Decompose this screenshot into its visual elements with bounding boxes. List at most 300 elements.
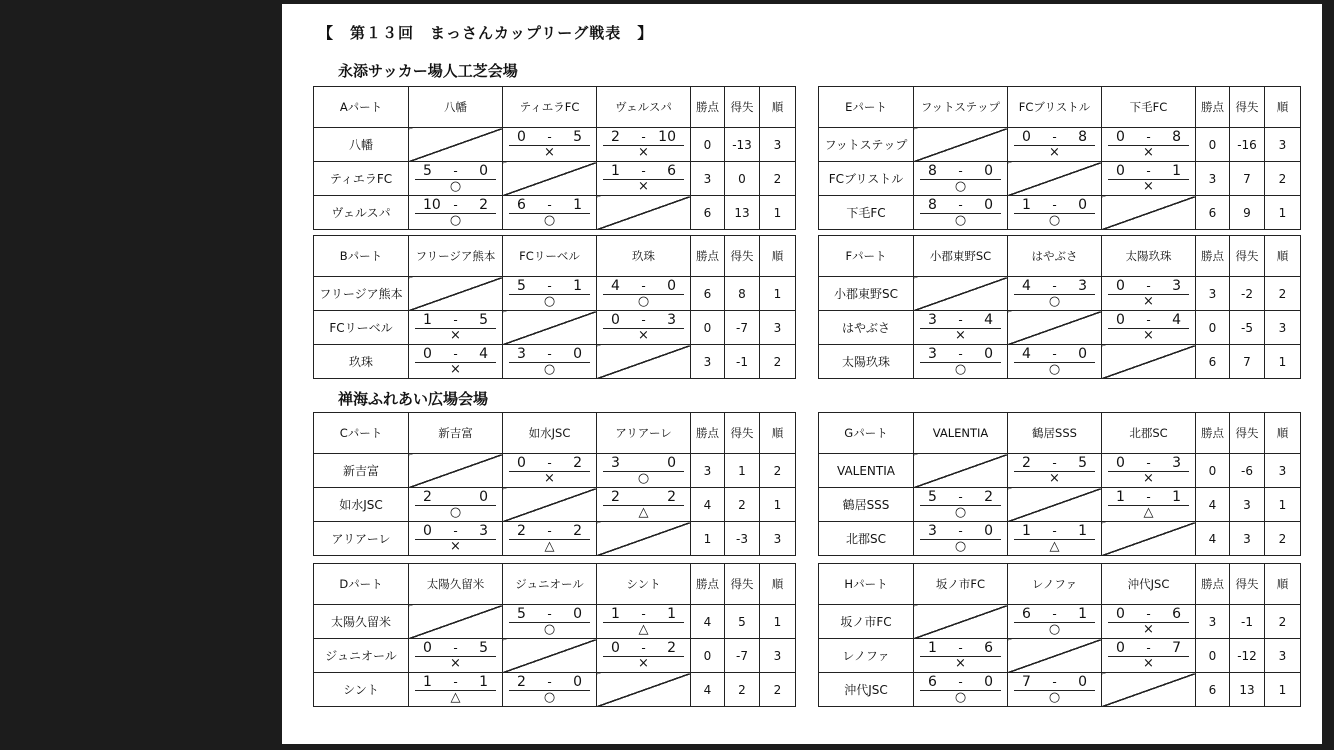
score-dash: -: [547, 524, 552, 538]
match-result-cell: [597, 488, 691, 522]
result-mark-icon: ×: [638, 656, 649, 671]
match-result-cell: [597, 311, 691, 345]
score-away: 0: [984, 523, 993, 539]
venue-heading-2: 禅海ふれあい広場会場: [338, 390, 489, 408]
part-label: Fパート: [819, 236, 914, 277]
score-line: [920, 641, 1001, 657]
score-home: 0: [423, 523, 432, 539]
score-away: 5: [573, 129, 582, 145]
team-column-header: フットステップ: [914, 87, 1008, 128]
score-away: 0: [984, 197, 993, 213]
self-match-cell: [1008, 311, 1102, 345]
score-home: 3: [928, 346, 937, 362]
score-line: [603, 279, 684, 295]
score-home: 1: [423, 674, 432, 690]
result-mark-icon: ○: [954, 539, 967, 554]
rank-value: 2: [760, 673, 796, 707]
score-away: 2: [667, 640, 676, 656]
self-match-cell: [914, 454, 1008, 488]
score-line: [509, 198, 590, 214]
score-line: [920, 198, 1001, 214]
diff-value: 7: [1230, 345, 1265, 379]
diff-header: 得失: [725, 236, 760, 277]
points-header: 勝点: [691, 87, 725, 128]
match-result-cell: [597, 605, 691, 639]
diff-header: 得失: [725, 564, 760, 605]
score-home: 5: [517, 606, 526, 622]
team-column-header: VALENTIA: [914, 413, 1008, 454]
team-column-header: 下毛FC: [1102, 87, 1196, 128]
diff-value: 7: [1230, 162, 1265, 196]
rank-value: 3: [1265, 639, 1301, 673]
diff-value: 8: [725, 277, 760, 311]
points-value: 1: [691, 522, 725, 556]
score-away: 6: [1172, 606, 1181, 622]
score-away: 3: [667, 312, 676, 328]
row-team-name: アリアーレ: [314, 522, 409, 556]
row-team-name: シント: [314, 673, 409, 707]
diff-value: -7: [725, 639, 760, 673]
result-mark-icon: ○: [543, 294, 556, 309]
result-mark-icon: ×: [955, 328, 966, 343]
rank-value: 1: [760, 196, 796, 230]
score-dash: -: [958, 675, 963, 689]
diff-value: 2: [725, 673, 760, 707]
row-team-name: 八幡: [314, 128, 409, 162]
table-row: [314, 311, 796, 345]
score-away: 2: [479, 197, 488, 213]
score-away: 2: [573, 523, 582, 539]
result-mark-icon: ○: [954, 362, 967, 377]
row-team-name: はやぶさ: [819, 311, 914, 345]
score-away: 5: [1078, 455, 1087, 471]
venue-heading-1: 永添サッカー場人工芝会場: [338, 62, 518, 80]
rank-value: 3: [1265, 454, 1301, 488]
match-result-cell: [1008, 277, 1102, 311]
score-away: 5: [479, 312, 488, 328]
score-line: [415, 641, 496, 657]
team-column-header: ティエラFC: [503, 87, 597, 128]
points-value: 6: [1196, 196, 1230, 230]
table-row: [314, 605, 796, 639]
rank-value: 2: [1265, 522, 1301, 556]
row-team-name: ジュニオール: [314, 639, 409, 673]
points-header: 勝点: [1196, 87, 1230, 128]
table-row: [819, 488, 1301, 522]
score-away: 8: [1172, 129, 1181, 145]
score-away: 1: [1172, 489, 1181, 505]
match-result-cell: [1008, 522, 1102, 556]
rank-value: 3: [1265, 128, 1301, 162]
score-dash: -: [1052, 130, 1057, 144]
score-home: 1: [1022, 197, 1031, 213]
table-header-row: [819, 564, 1301, 605]
rank-value: 3: [760, 639, 796, 673]
table-row: [314, 639, 796, 673]
score-home: 0: [1116, 278, 1125, 294]
score-line: [415, 675, 496, 691]
team-column-header: 沖代JSC: [1102, 564, 1196, 605]
points-value: 3: [691, 345, 725, 379]
points-value: 4: [1196, 488, 1230, 522]
score-line: [1014, 456, 1095, 472]
row-team-name: フリージア熊本: [314, 277, 409, 311]
table-row: [819, 454, 1301, 488]
points-value: 3: [691, 454, 725, 488]
score-home: 2: [517, 523, 526, 539]
diff-header: 得失: [1230, 564, 1265, 605]
points-value: 0: [1196, 128, 1230, 162]
league-table: [818, 235, 1301, 379]
score-home: 4: [1022, 346, 1031, 362]
result-mark-icon: △: [1049, 539, 1060, 554]
score-home: 2: [423, 489, 432, 505]
score-home: 10: [423, 197, 441, 213]
result-mark-icon: △: [638, 622, 649, 637]
score-home: 2: [611, 489, 620, 505]
self-match-cell: [597, 673, 691, 707]
result-mark-icon: ×: [1143, 471, 1154, 486]
points-value: 6: [1196, 673, 1230, 707]
score-away: 0: [984, 163, 993, 179]
team-column-header: シント: [597, 564, 691, 605]
score-away: 6: [667, 163, 676, 179]
score-dash: -: [453, 524, 458, 538]
score-dash: -: [958, 313, 963, 327]
match-result-cell: [1008, 345, 1102, 379]
score-line: [509, 347, 590, 363]
score-home: 0: [423, 640, 432, 656]
match-result-cell: [597, 639, 691, 673]
self-match-cell: [409, 454, 503, 488]
points-header: 勝点: [691, 236, 725, 277]
result-mark-icon: ×: [1143, 179, 1154, 194]
match-result-cell: [914, 196, 1008, 230]
score-line: [1014, 347, 1095, 363]
rank-value: 2: [1265, 277, 1301, 311]
rank-value: 1: [760, 277, 796, 311]
diff-value: 2: [725, 488, 760, 522]
self-match-cell: [914, 277, 1008, 311]
score-home: 0: [1116, 455, 1125, 471]
row-team-name: 下毛FC: [819, 196, 914, 230]
match-result-cell: [914, 639, 1008, 673]
result-mark-icon: ○: [1048, 690, 1061, 705]
diff-value: 0: [725, 162, 760, 196]
points-value: 4: [691, 488, 725, 522]
diff-header: 得失: [1230, 413, 1265, 454]
rank-header: 順: [1265, 413, 1301, 454]
score-away: 0: [984, 674, 993, 690]
table-header-row: [314, 236, 796, 277]
score-home: 0: [423, 346, 432, 362]
diff-value: 3: [1230, 488, 1265, 522]
score-line: [415, 524, 496, 540]
score-line: [509, 456, 590, 472]
part-label: Eパート: [819, 87, 914, 128]
rank-header: 順: [1265, 87, 1301, 128]
league-table: [313, 86, 796, 230]
self-match-cell: [503, 639, 597, 673]
rank-value: 1: [760, 605, 796, 639]
diff-value: 9: [1230, 196, 1265, 230]
score-line: [1014, 607, 1095, 623]
result-mark-icon: ×: [955, 656, 966, 671]
match-result-cell: [409, 162, 503, 196]
match-result-cell: [914, 673, 1008, 707]
result-mark-icon: ×: [450, 362, 461, 377]
league-table: [313, 563, 796, 707]
points-value: 6: [691, 196, 725, 230]
score-line: [1014, 675, 1095, 691]
table-row: [819, 311, 1301, 345]
rank-header: 順: [760, 87, 796, 128]
score-away: 0: [1078, 346, 1087, 362]
diff-header: 得失: [1230, 87, 1265, 128]
score-line: [1108, 607, 1189, 623]
score-home: 0: [517, 455, 526, 471]
self-match-cell: [597, 522, 691, 556]
match-result-cell: [409, 488, 503, 522]
points-header: 勝点: [1196, 564, 1230, 605]
table-header-row: [819, 413, 1301, 454]
rank-value: 1: [1265, 488, 1301, 522]
points-value: 3: [691, 162, 725, 196]
team-column-header: 太陽玖珠: [1102, 236, 1196, 277]
score-home: 5: [517, 278, 526, 294]
score-dash: -: [1146, 279, 1151, 293]
diff-value: -6: [1230, 454, 1265, 488]
match-result-cell: [503, 605, 597, 639]
score-away: 3: [1172, 455, 1181, 471]
diff-value: -1: [1230, 605, 1265, 639]
score-home: 5: [423, 163, 432, 179]
score-home: 6: [517, 197, 526, 213]
match-result-cell: [503, 454, 597, 488]
self-match-cell: [1102, 345, 1196, 379]
row-team-name: 鶴居SSS: [819, 488, 914, 522]
team-column-header: 北郡SC: [1102, 413, 1196, 454]
team-column-header: レノファ: [1008, 564, 1102, 605]
rank-header: 順: [760, 564, 796, 605]
result-mark-icon: ×: [1143, 294, 1154, 309]
score-away: 4: [1172, 312, 1181, 328]
score-home: 0: [1116, 312, 1125, 328]
score-line: [1108, 641, 1189, 657]
team-column-header: 新吉富: [409, 413, 503, 454]
self-match-cell: [1008, 162, 1102, 196]
result-mark-icon: ○: [637, 294, 650, 309]
part-label: Cパート: [314, 413, 409, 454]
result-mark-icon: ×: [1143, 622, 1154, 637]
diff-value: -2: [1230, 277, 1265, 311]
match-result-cell: [503, 277, 597, 311]
score-dash: -: [641, 130, 646, 144]
table-row: [819, 128, 1301, 162]
rank-header: 順: [760, 413, 796, 454]
score-home: 4: [611, 278, 620, 294]
rank-value: 2: [760, 345, 796, 379]
result-mark-icon: ○: [449, 179, 462, 194]
score-away: 0: [479, 489, 488, 505]
self-match-cell: [503, 488, 597, 522]
score-line: [509, 607, 590, 623]
score-home: 3: [611, 455, 620, 471]
result-mark-icon: ○: [954, 690, 967, 705]
row-team-name: 太陽玖珠: [819, 345, 914, 379]
score-line: [603, 490, 684, 506]
score-dash: -: [1052, 524, 1057, 538]
result-mark-icon: ○: [543, 690, 556, 705]
score-dash: -: [453, 313, 458, 327]
match-result-cell: [1008, 454, 1102, 488]
score-dash: -: [1052, 198, 1057, 212]
score-home: 0: [1116, 163, 1125, 179]
score-line: [509, 130, 590, 146]
table-row: [819, 277, 1301, 311]
score-line: [603, 313, 684, 329]
table-row: [819, 673, 1301, 707]
score-away: 0: [1078, 674, 1087, 690]
result-mark-icon: △: [638, 505, 649, 520]
score-away: 1: [1078, 523, 1087, 539]
points-value: 4: [691, 673, 725, 707]
self-match-cell: [1102, 673, 1196, 707]
result-mark-icon: ×: [638, 145, 649, 160]
score-line: [603, 130, 684, 146]
match-result-cell: [914, 311, 1008, 345]
score-dash: -: [641, 641, 646, 655]
score-away: 1: [1078, 606, 1087, 622]
diff-value: -16: [1230, 128, 1265, 162]
self-match-cell: [1102, 196, 1196, 230]
score-home: 2: [611, 129, 620, 145]
self-match-cell: [597, 345, 691, 379]
table-row: [819, 605, 1301, 639]
diff-value: -13: [725, 128, 760, 162]
rank-value: 2: [1265, 162, 1301, 196]
score-home: 8: [928, 163, 937, 179]
points-value: 3: [1196, 605, 1230, 639]
score-line: [1014, 279, 1095, 295]
score-home: 1: [423, 312, 432, 328]
diff-value: -5: [1230, 311, 1265, 345]
score-line: [1108, 490, 1189, 506]
score-line: [1108, 456, 1189, 472]
score-dash: -: [547, 198, 552, 212]
table-header-row: [819, 87, 1301, 128]
score-away: 1: [479, 674, 488, 690]
diff-value: 5: [725, 605, 760, 639]
rank-value: 1: [760, 488, 796, 522]
score-dash: -: [453, 641, 458, 655]
table-row: [819, 345, 1301, 379]
rank-header: 順: [760, 236, 796, 277]
team-column-header: ヴェルスパ: [597, 87, 691, 128]
score-line: [415, 347, 496, 363]
score-dash: -: [453, 198, 458, 212]
result-mark-icon: ○: [954, 505, 967, 520]
match-result-cell: [409, 311, 503, 345]
match-result-cell: [503, 345, 597, 379]
score-away: 5: [479, 640, 488, 656]
self-match-cell: [914, 605, 1008, 639]
rank-value: 3: [760, 522, 796, 556]
score-dash: -: [958, 347, 963, 361]
match-result-cell: [597, 277, 691, 311]
part-label: Hパート: [819, 564, 914, 605]
points-header: 勝点: [1196, 236, 1230, 277]
match-result-cell: [1008, 673, 1102, 707]
diff-value: -3: [725, 522, 760, 556]
result-mark-icon: ○: [954, 213, 967, 228]
score-dash: -: [641, 279, 646, 293]
score-line: [603, 164, 684, 180]
diff-value: 13: [1230, 673, 1265, 707]
score-away: 2: [573, 455, 582, 471]
self-match-cell: [597, 196, 691, 230]
score-home: 1: [611, 606, 620, 622]
match-result-cell: [503, 128, 597, 162]
score-home: 1: [928, 640, 937, 656]
score-away: 3: [1078, 278, 1087, 294]
match-result-cell: [914, 345, 1008, 379]
row-team-name: 玖珠: [314, 345, 409, 379]
score-away: 0: [667, 278, 676, 294]
score-line: [603, 641, 684, 657]
match-result-cell: [914, 162, 1008, 196]
score-home: 1: [611, 163, 620, 179]
result-mark-icon: ×: [450, 539, 461, 554]
table-row: [314, 673, 796, 707]
result-mark-icon: ○: [637, 471, 650, 486]
score-home: 6: [1022, 606, 1031, 622]
diff-value: 1: [725, 454, 760, 488]
part-label: Aパート: [314, 87, 409, 128]
points-value: 4: [1196, 522, 1230, 556]
self-match-cell: [1102, 522, 1196, 556]
match-result-cell: [1008, 128, 1102, 162]
table-row: [314, 345, 796, 379]
match-result-cell: [1102, 311, 1196, 345]
score-line: [1108, 279, 1189, 295]
score-line: [415, 490, 496, 506]
score-away: 0: [479, 163, 488, 179]
row-team-name: 沖代JSC: [819, 673, 914, 707]
row-team-name: VALENTIA: [819, 454, 914, 488]
result-mark-icon: ○: [543, 213, 556, 228]
score-line: [509, 524, 590, 540]
score-dash: -: [641, 607, 646, 621]
score-away: 10: [658, 129, 676, 145]
match-result-cell: [1102, 488, 1196, 522]
result-mark-icon: ○: [1048, 362, 1061, 377]
score-away: 7: [1172, 640, 1181, 656]
league-table: [313, 412, 796, 556]
points-value: 0: [691, 639, 725, 673]
result-mark-icon: ○: [1048, 213, 1061, 228]
match-result-cell: [914, 522, 1008, 556]
score-away: 6: [984, 640, 993, 656]
match-result-cell: [1102, 162, 1196, 196]
team-column-header: 玖珠: [597, 236, 691, 277]
score-dash: -: [1052, 279, 1057, 293]
score-dash: -: [1146, 313, 1151, 327]
score-line: [415, 313, 496, 329]
score-away: 0: [984, 346, 993, 362]
score-away: 3: [479, 523, 488, 539]
self-match-cell: [503, 311, 597, 345]
